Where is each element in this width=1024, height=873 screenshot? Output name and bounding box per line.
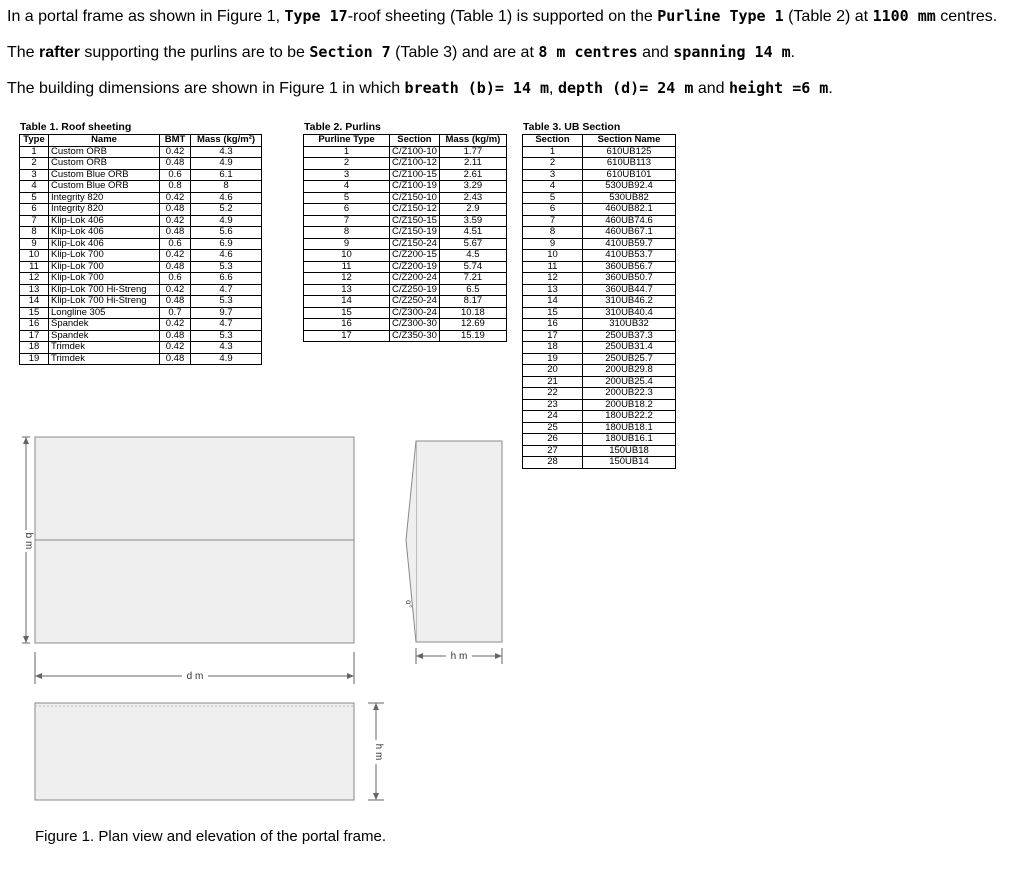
table-1-cell: 4.3 — [191, 146, 262, 158]
table-1-title: Table 1. Roof sheeting — [20, 121, 132, 133]
table-1-cell: Klip-Lok 700 — [49, 261, 160, 273]
table-1-cell: 0.42 — [160, 284, 191, 296]
table-1-cell: Custom ORB — [49, 158, 160, 170]
table-2-cell: C/Z200-24 — [390, 273, 440, 285]
table-1-cell: Integrity 820 — [49, 204, 160, 216]
dim-d — [35, 652, 354, 684]
table-2-cell: C/Z250-19 — [390, 284, 440, 296]
table-3-cell: 21 — [523, 376, 583, 388]
table-3-cell: 460UB67.1 — [583, 227, 676, 239]
table-3-cell: 460UB74.6 — [583, 215, 676, 227]
table-2-cell: 8.17 — [439, 296, 506, 308]
table-1-cell: 7 — [20, 215, 49, 227]
table-2-cell: 3.29 — [439, 181, 506, 193]
table-1-cell: 5.2 — [191, 204, 262, 216]
table-3-header-name: Section Name — [583, 135, 676, 147]
table-3-cell: 5 — [523, 192, 583, 204]
table-3-cell: 250UB31.4 — [583, 342, 676, 354]
table-2-cell: 7.21 — [439, 273, 506, 285]
table-1-cell: Integrity 820 — [49, 192, 160, 204]
table-3-cell: 410UB59.7 — [583, 238, 676, 250]
table-1-cell: Klip-Lok 406 — [49, 215, 160, 227]
table-3-cell: 180UB22.2 — [583, 411, 676, 423]
table-1-header-name: Name — [49, 135, 160, 147]
table-2-cell: 7 — [304, 215, 390, 227]
table-1-cell: 17 — [20, 330, 49, 342]
table-3-cell: 250UB25.7 — [583, 353, 676, 365]
table-1-cell: Klip-Lok 406 — [49, 227, 160, 239]
table-2-cell: 11 — [304, 261, 390, 273]
table-2-cell: 5.74 — [439, 261, 506, 273]
table-3-cell: 610UB113 — [583, 158, 676, 170]
table-1-cell: 2 — [20, 158, 49, 170]
table-1-cell: 0.48 — [160, 296, 191, 308]
table-2-cell: C/Z350-30 — [390, 330, 440, 342]
table-3-cell: 610UB101 — [583, 169, 676, 181]
table-2-cell: C/Z200-19 — [390, 261, 440, 273]
table-2-header-section: Section — [390, 135, 440, 147]
front-elevation — [35, 703, 384, 800]
table-1-cell: Klip-Lok 700 Hi-Streng — [49, 284, 160, 296]
table-2-cell: 4 — [304, 181, 390, 193]
table-1-cell: 10 — [20, 250, 49, 262]
table-3-header-section: Section — [523, 135, 583, 147]
table-3-cell: 27 — [523, 445, 583, 457]
table-1-cell: Klip-Lok 700 — [49, 250, 160, 262]
table-2-cell: C/Z300-30 — [390, 319, 440, 331]
table-1-cell: 14 — [20, 296, 49, 308]
table-2-cell: 16 — [304, 319, 390, 331]
table-2-header-type: Purline Type — [304, 135, 390, 147]
table-1-cell: Trimdek — [49, 353, 160, 365]
table-1-cell: 13 — [20, 284, 49, 296]
table-1-cell: 4.6 — [191, 250, 262, 262]
table-1-cell: 0.48 — [160, 204, 191, 216]
dim-h-side-arrow-left — [416, 653, 423, 659]
table-1-cell: 5.3 — [191, 296, 262, 308]
table-2-header-mass: Mass (kg/m) — [439, 135, 506, 147]
table-1-cell: Klip-Lok 406 — [49, 238, 160, 250]
dim-b — [19, 437, 34, 643]
table-1-cell: 0.42 — [160, 342, 191, 354]
table-2-cell: 1.77 — [439, 146, 506, 158]
table-2-cell: 2.43 — [439, 192, 506, 204]
table-3-cell: 3 — [523, 169, 583, 181]
table-3-cell: 250UB37.3 — [583, 330, 676, 342]
table-3-cell: 410UB53.7 — [583, 250, 676, 262]
table-2-cell: 15 — [304, 307, 390, 319]
table-1-cell: 0.48 — [160, 227, 191, 239]
table-2-cell: 3 — [304, 169, 390, 181]
table-2-cell: C/Z150-15 — [390, 215, 440, 227]
dim-b-label: b m — [23, 532, 34, 550]
table-1-cell: 4.9 — [191, 215, 262, 227]
dim-b-arrow-top — [23, 437, 29, 444]
table-1-cell: 4.6 — [191, 192, 262, 204]
table-3-cell: 310UB40.4 — [583, 307, 676, 319]
side-elevation — [404, 441, 502, 664]
table-1-cell: 6.1 — [191, 169, 262, 181]
table-3-cell: 17 — [523, 330, 583, 342]
table-1-cell: Trimdek — [49, 342, 160, 354]
table-2-title: Table 2. Purlins — [304, 121, 381, 133]
front-elevation-rect — [35, 703, 354, 800]
table-2-cell: C/Z100-19 — [390, 181, 440, 193]
dim-h-front-label: h m — [373, 743, 384, 761]
table-3-cell: 11 — [523, 261, 583, 273]
table-1-cell: 0.48 — [160, 261, 191, 273]
table-3-cell: 16 — [523, 319, 583, 331]
table-1-cell: 5.3 — [191, 261, 262, 273]
table-2-cell: 10.18 — [439, 307, 506, 319]
dim-d-arrow-left — [35, 673, 42, 679]
table-1-cell: Longline 305 — [49, 307, 160, 319]
table-1-cell: 8 — [20, 227, 49, 239]
side-roof-slope — [406, 441, 416, 642]
table-2-cell: 2.9 — [439, 204, 506, 216]
table-2-cell: 2.11 — [439, 158, 506, 170]
dim-d-label: d m — [186, 671, 204, 682]
table-1-cell: 0.6 — [160, 273, 191, 285]
table-1-cell: 0.8 — [160, 181, 191, 193]
table-1-cell: 15 — [20, 307, 49, 319]
table-2-cell: C/Z150-19 — [390, 227, 440, 239]
table-1-cell: 0.6 — [160, 169, 191, 181]
table-1-cell: 6.9 — [191, 238, 262, 250]
table-3-cell: 23 — [523, 399, 583, 411]
dim-h-side-label: h m — [450, 651, 468, 662]
table-1-cell: 6.6 — [191, 273, 262, 285]
table-1-header-type: Type — [20, 135, 49, 147]
table-3-cell: 25 — [523, 422, 583, 434]
table-3-cell: 360UB56.7 — [583, 261, 676, 273]
table-2-cell: 10 — [304, 250, 390, 262]
table-2-cell: C/Z100-12 — [390, 158, 440, 170]
table-3-cell: 13 — [523, 284, 583, 296]
table-3-cell: 610UB125 — [583, 146, 676, 158]
table-1-cell: 0.48 — [160, 330, 191, 342]
table-2-cell: C/Z150-12 — [390, 204, 440, 216]
figure-caption: Figure 1. Plan view and elevation of the portal frame. — [35, 828, 387, 845]
dim-h-front-arrow-bottom — [373, 793, 379, 800]
table-2-cell: C/Z100-15 — [390, 169, 440, 181]
table-1-cell: 5.3 — [191, 330, 262, 342]
table-2-cell: 6 — [304, 204, 390, 216]
table-1-header-bmt: BMT — [160, 135, 191, 147]
table-3-cell: 22 — [523, 388, 583, 400]
table-1-cell: 0.42 — [160, 215, 191, 227]
table-2-cell: C/Z150-24 — [390, 238, 440, 250]
table-1-cell: 0.48 — [160, 353, 191, 365]
table-2-cell: C/Z150-10 — [390, 192, 440, 204]
table-3-cell: 28 — [523, 457, 583, 469]
table-3-cell: 200UB22.3 — [583, 388, 676, 400]
table-1-cell: Custom Blue ORB — [49, 181, 160, 193]
dim-d-arrow-right — [347, 673, 354, 679]
table-3-cell: 12 — [523, 273, 583, 285]
table-3-cell: 24 — [523, 411, 583, 423]
table-1-cell: 0.42 — [160, 319, 191, 331]
table-1-cell: 0.48 — [160, 158, 191, 170]
table-3-cell: 460UB82.1 — [583, 204, 676, 216]
dim-b-arrow-bottom — [23, 636, 29, 643]
table-3-cell: 2 — [523, 158, 583, 170]
table-1-cell: 4.9 — [191, 353, 262, 365]
table-3-cell: 310UB32 — [583, 319, 676, 331]
table-3-cell: 26 — [523, 434, 583, 446]
table-1-cell: 11 — [20, 261, 49, 273]
table-2-cell: 6.5 — [439, 284, 506, 296]
problem-line-2: The rafter supporting the purlins are to be Section 7 (Table 3) and are at 8 m centres and spanning 14 m. — [7, 43, 796, 61]
table-3-cell: 530UB82 — [583, 192, 676, 204]
table-3-cell: 200UB25.4 — [583, 376, 676, 388]
table-1-cell: Spandek — [49, 330, 160, 342]
table-2-cell: C/Z300-24 — [390, 307, 440, 319]
table-1-cell: 0.42 — [160, 146, 191, 158]
table-3-cell: 7 — [523, 215, 583, 227]
table-2-cell: 3.59 — [439, 215, 506, 227]
table-3-cell: 1 — [523, 146, 583, 158]
table-1-cell: 12 — [20, 273, 49, 285]
table-2-cell: 2 — [304, 158, 390, 170]
dim-h-side-arrow-right — [495, 653, 502, 659]
table-2-cell: 12 — [304, 273, 390, 285]
table-2-cell: 5.67 — [439, 238, 506, 250]
side-elevation-rect — [416, 441, 502, 642]
table-1-cell: 4.7 — [191, 284, 262, 296]
table-3-cell: 14 — [523, 296, 583, 308]
table-1-cell: 4.7 — [191, 319, 262, 331]
table-2-cell: 4.5 — [439, 250, 506, 262]
table-1-cell: 4.9 — [191, 158, 262, 170]
table-1-cell: 4.3 — [191, 342, 262, 354]
table-3-cell: 150UB18 — [583, 445, 676, 457]
dim-h-front-arrow-top — [373, 703, 379, 710]
table-1-cell: 0.6 — [160, 238, 191, 250]
table-1-cell: 0.42 — [160, 192, 191, 204]
plan-view — [35, 437, 354, 643]
table-3-cell: 310UB46.2 — [583, 296, 676, 308]
table-1-cell: Custom ORB — [49, 146, 160, 158]
table-2-cell: 4.51 — [439, 227, 506, 239]
table-1-cell: 3 — [20, 169, 49, 181]
table-3-title: Table 3. UB Section — [523, 121, 621, 133]
table-3-cell: 10 — [523, 250, 583, 262]
table-3-cell: 6 — [523, 204, 583, 216]
table-1-cell: 19 — [20, 353, 49, 365]
table-1-cell: 5.6 — [191, 227, 262, 239]
table-1-cell: 0.7 — [160, 307, 191, 319]
table-3-cell: 180UB18.1 — [583, 422, 676, 434]
table-1-header-mass: Mass (kg/m²) — [191, 135, 262, 147]
table-1-cell: 0.42 — [160, 250, 191, 262]
table-3-cell: 8 — [523, 227, 583, 239]
table-1-cell: 16 — [20, 319, 49, 331]
table-3-cell: 200UB18.2 — [583, 399, 676, 411]
table-3-cell: 360UB50.7 — [583, 273, 676, 285]
table-1-cell: 1 — [20, 146, 49, 158]
table-1-cell: Spandek — [49, 319, 160, 331]
table-1-cell: 9.7 — [191, 307, 262, 319]
table-2-cell: 2.61 — [439, 169, 506, 181]
table-1-cell: Klip-Lok 700 — [49, 273, 160, 285]
table-1-cell: 18 — [20, 342, 49, 354]
table-2-cell: 14 — [304, 296, 390, 308]
problem-line-1: In a portal frame as shown in Figure 1, Type 17-roof sheeting (Table 1) is supported on the Purline Type 1 (Table 2) at 1100 mm centres. — [7, 7, 998, 25]
table-3-cell: 18 — [523, 342, 583, 354]
table-1-cell: 9 — [20, 238, 49, 250]
table-1-cell: 4 — [20, 181, 49, 193]
table-3-cell: 19 — [523, 353, 583, 365]
table-3-cell: 360UB44.7 — [583, 284, 676, 296]
table-1-cell: 8 — [191, 181, 262, 193]
table-3-cell: 9 — [523, 238, 583, 250]
table-3-cell: 200UB29.8 — [583, 365, 676, 377]
problem-line-3: The building dimensions are shown in Figure 1 in which breath (b)= 14 m, depth (d)= 24 m and height =6 m. — [7, 79, 833, 97]
table-2-cell: 12.69 — [439, 319, 506, 331]
alpha-label: α° — [404, 600, 413, 608]
table-3-cell: 4 — [523, 181, 583, 193]
table-2-cell: C/Z200-15 — [390, 250, 440, 262]
table-2-cell: 5 — [304, 192, 390, 204]
table-2-cell: 17 — [304, 330, 390, 342]
table-3-cell: 530UB92.4 — [583, 181, 676, 193]
table-2-cell: C/Z250-24 — [390, 296, 440, 308]
table-2-cell: 1 — [304, 146, 390, 158]
table-1-cell: Custom Blue ORB — [49, 169, 160, 181]
table-2-cell: 15.19 — [439, 330, 506, 342]
table-3-cell: 150UB14 — [583, 457, 676, 469]
table-1-cell: Klip-Lok 700 Hi-Streng — [49, 296, 160, 308]
table-3-cell: 15 — [523, 307, 583, 319]
table-3-cell: 20 — [523, 365, 583, 377]
table-3-cell: 180UB16.1 — [583, 434, 676, 446]
table-2-cell: 13 — [304, 284, 390, 296]
table-2-cell: 8 — [304, 227, 390, 239]
table-1-cell: 5 — [20, 192, 49, 204]
table-2-cell: 9 — [304, 238, 390, 250]
table-2-cell: C/Z100-10 — [390, 146, 440, 158]
table-1-cell: 6 — [20, 204, 49, 216]
